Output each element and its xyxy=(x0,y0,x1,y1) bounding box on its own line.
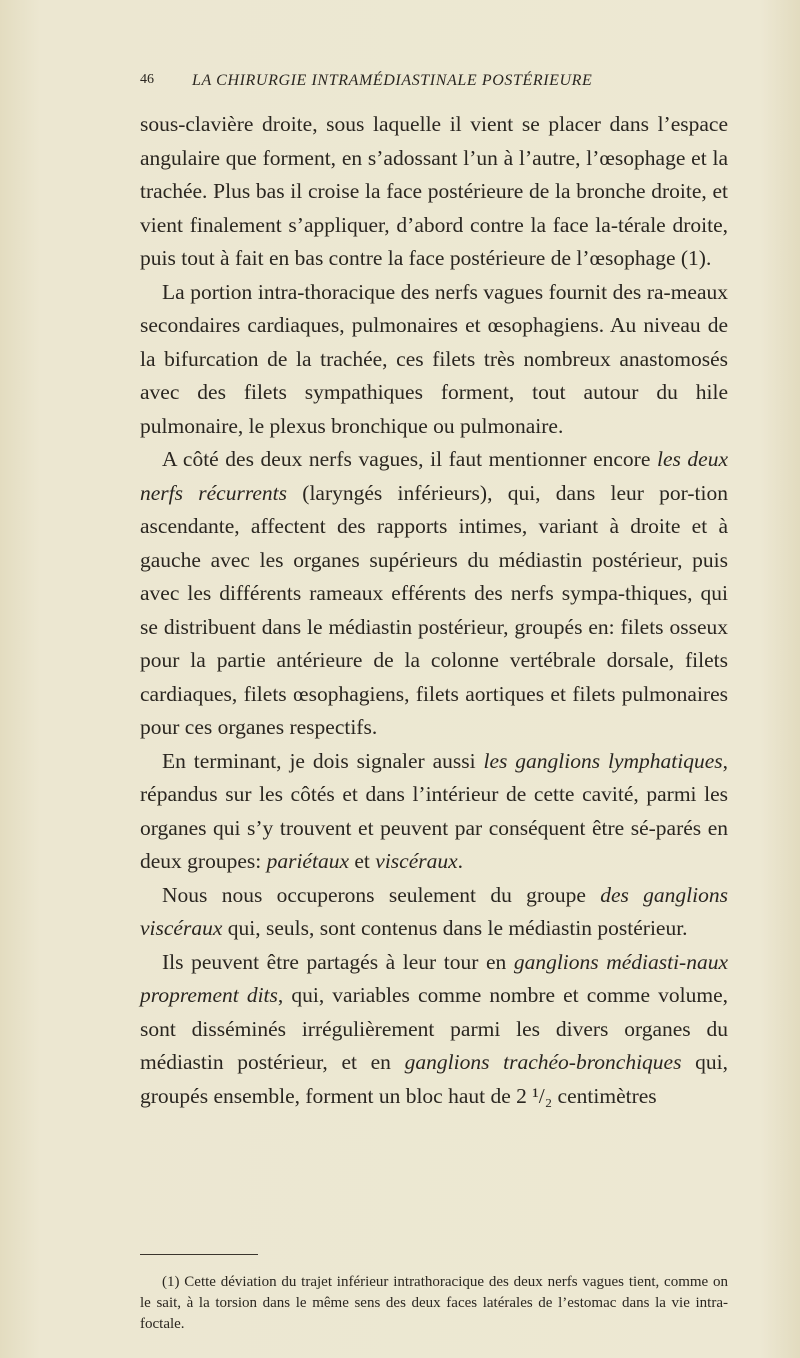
italic-phrase: les ganglions lymphatiques xyxy=(483,748,723,773)
italic-phrase: ganglions médiasti-naux proprement dits xyxy=(140,949,728,1007)
text-run: Nous nous occuperons seulement du groupe xyxy=(162,882,601,907)
text-run: . xyxy=(457,849,464,873)
italic-phrase: viscéraux xyxy=(375,849,458,873)
italic-phrase: des ganglions viscéraux xyxy=(140,882,728,940)
text-run: La portion intra-thoracique des nerfs vagues fournit des ra-meaux secondaires cardiaques, pulmonaires et œsophagiens. Au niveau de la bifurcation de la trachée, ces filets très nombreux anastomosés avec des filets sympathiques forment, tout autour du hile pulmonaire, le plexus bronchique ou pulmonaire. xyxy=(140,279,728,438)
text-run: qui, groupés ensemble, forment un bloc haut de 2 ¹/₂ centimètres xyxy=(140,1050,728,1108)
running-title: LA CHIRURGIE INTRAMÉDIASTINALE POSTÉRIEURE xyxy=(192,72,593,89)
text-run: En terminant, je dois signaler aussi xyxy=(162,748,484,773)
text-run: (laryngés inférieurs), qui, dans leur por-tion ascendante, affectent des rapports intimes, variant à droite et à gauche avec les organes supérieurs du médiastin postérieur, puis avec les différents rameaux efférents des nerfs sympa-thiques, qui se distribuent dans le médiastin postérieur, groupés en: filets osseux pour la partie antérieure de la colonne vertébrale dorsale, filets cardiaques, filets œsophagiens, filets aortiques et filets pulmonaires pour ces organes respectifs. xyxy=(140,480,728,739)
paragraph xyxy=(140,443,728,745)
paragraph xyxy=(140,946,728,1114)
text-run: A côté des deux nerfs vagues, il faut mentionner encore xyxy=(162,447,657,471)
footnote-rule xyxy=(140,1254,258,1255)
paragraph xyxy=(140,108,728,276)
paragraph xyxy=(140,879,728,946)
italic-phrase: les deux nerfs récurrents xyxy=(140,447,729,505)
paragraph xyxy=(140,745,728,879)
page-number: 46 xyxy=(140,72,154,87)
footnote-text: (1) Cette déviation du trajet inférieur intrathoracique des deux nerfs vagues tient, comme on le sait, à la torsion dans le même sens des deux faces latérales de l’estomac dans la vie intra-foctale. xyxy=(140,1274,728,1332)
text-run: , qui, variables comme nombre et comme volume, sont disséminés irrégulièrement parmi les divers organes du médiastin postérieur, et en xyxy=(140,983,728,1074)
paragraph xyxy=(140,276,728,444)
body-text xyxy=(140,108,728,1113)
italic-phrase: ganglions trachéo-bronchiques xyxy=(404,1050,682,1074)
page-header xyxy=(140,72,740,98)
italic-phrase: pariétaux xyxy=(266,849,349,873)
text-run: Ils peuvent être partagés à leur tour en xyxy=(162,949,514,974)
text-run: , répandus sur les côtés et dans l’intérieur de cette cavité, parmi les organes qui s’y trouvent et peuvent par conséquent être sé-parés en deux groupes: xyxy=(140,748,728,873)
text-run: qui, seuls, sont contenus dans le médiastin postérieur. xyxy=(222,916,688,940)
text-run: et xyxy=(349,849,376,873)
footnote xyxy=(140,1272,728,1335)
text-run: sous-clavière droite, sous laquelle il vient se placer dans l’espace angulaire que forment, en s’adossant l’un à l’autre, l’œsophage et la trachée. Plus bas il croise la face postérieure de la bronche droite, et vient finalement s’appliquer, d’abord contre la face la-térale droite, puis tout à fait en bas contre la face postérieure de l’œsophage (1). xyxy=(140,112,728,270)
